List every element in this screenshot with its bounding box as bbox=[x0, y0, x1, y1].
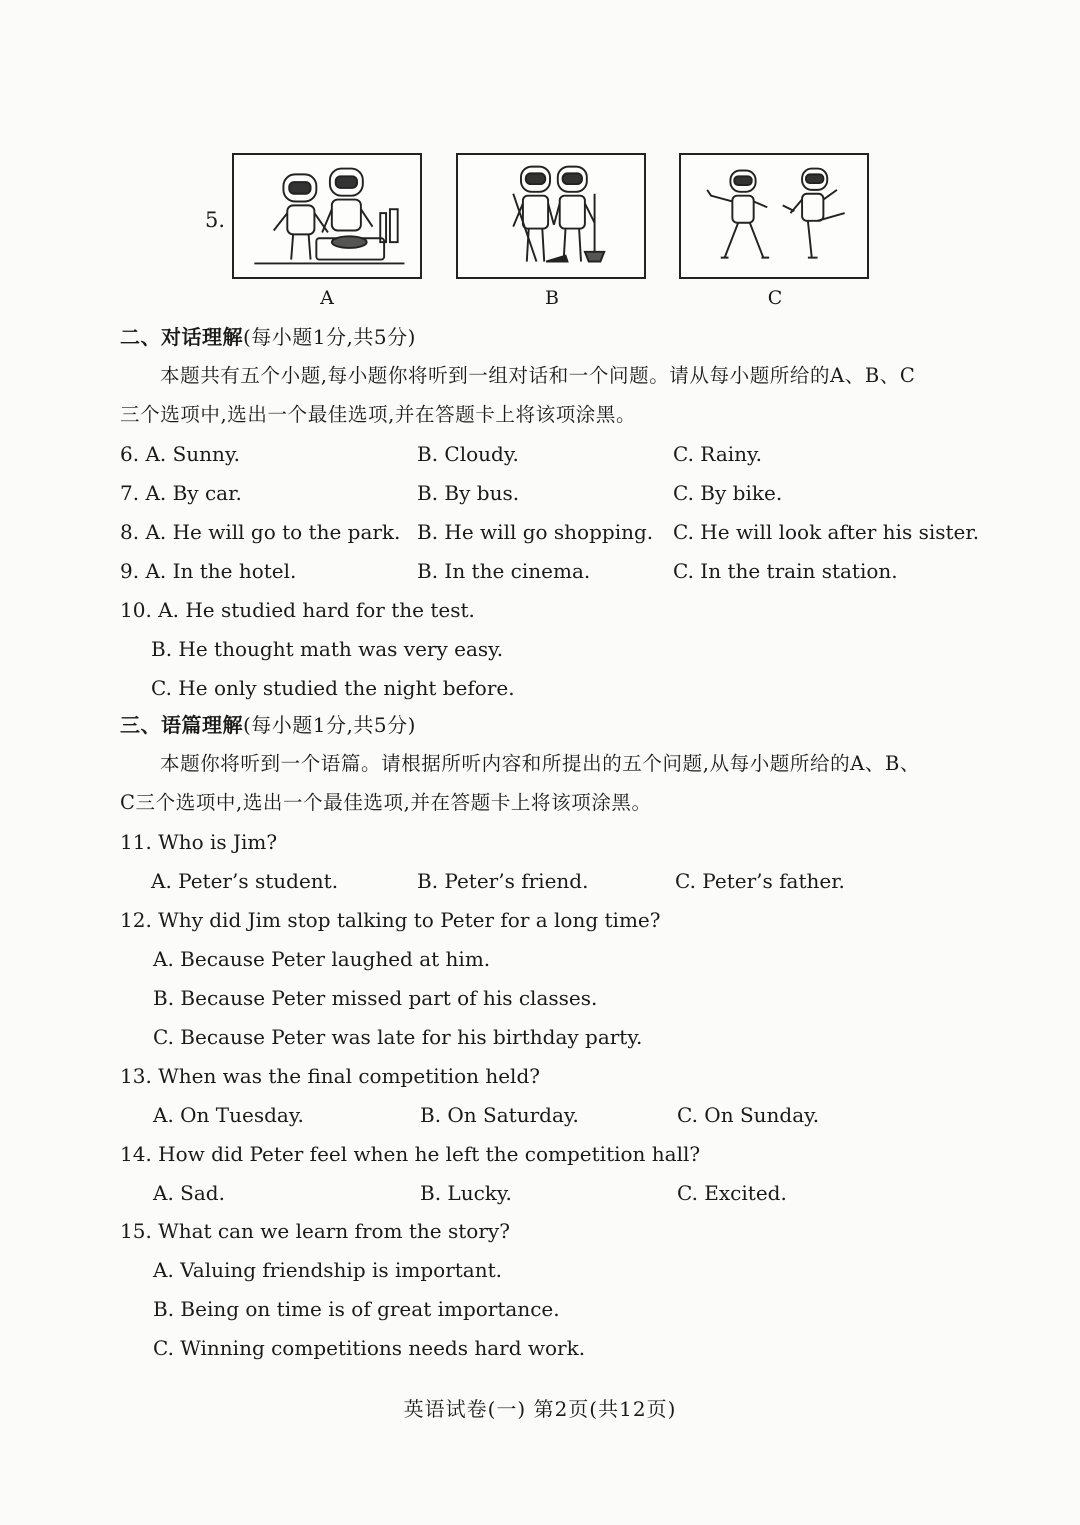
q13-stem: 13. When was the final competition held? bbox=[120, 1064, 540, 1088]
q15-option-a[interactable]: A. Valuing friendship is important. bbox=[153, 1258, 503, 1282]
q6-option-b[interactable]: B. Cloudy. bbox=[417, 442, 519, 466]
picture-label-b: B bbox=[545, 287, 559, 309]
q11-option-b[interactable]: B. Peter’s friend. bbox=[417, 869, 589, 893]
q14-option-b[interactable]: B. Lucky. bbox=[420, 1181, 512, 1205]
q14-stem: 14. How did Peter feel when he left the competition hall? bbox=[120, 1142, 701, 1166]
q7-option-a[interactable]: 7. A. By car. bbox=[120, 481, 242, 505]
q9-option-b[interactable]: B. In the cinema. bbox=[417, 559, 591, 583]
q13-option-a[interactable]: A. On Tuesday. bbox=[153, 1103, 304, 1127]
q6-option-a[interactable]: 6. A. Sunny. bbox=[120, 442, 240, 466]
q14-option-c[interactable]: C. Excited. bbox=[677, 1181, 787, 1205]
robots-cooking-icon bbox=[234, 155, 420, 277]
q11-option-a[interactable]: A. Peter’s student. bbox=[151, 869, 339, 893]
q11-stem: 11. Who is Jim? bbox=[120, 830, 278, 854]
robots-cleaning-icon bbox=[458, 155, 644, 277]
q14-option-a[interactable]: A. Sad. bbox=[153, 1181, 225, 1205]
q12-option-a[interactable]: A. Because Peter laughed at him. bbox=[153, 947, 491, 971]
picture-option-c[interactable] bbox=[679, 153, 869, 279]
q12-stem: 12. Why did Jim stop talking to Peter for a long time? bbox=[120, 908, 661, 932]
q10-option-a[interactable]: 10. A. He studied hard for the test. bbox=[120, 598, 475, 622]
picture-option-a[interactable] bbox=[232, 153, 422, 279]
page-footer: 英语试卷(一) 第2页(共12页) bbox=[403, 1397, 677, 1421]
section2-instruction-line1: 本题共有五个小题,每小题你将听到一组对话和一个问题。请从每小题所给的A、B、C bbox=[160, 364, 916, 387]
q15-stem: 15. What can we learn from the story? bbox=[120, 1219, 510, 1243]
q12-option-b[interactable]: B. Because Peter missed part of his classes. bbox=[153, 986, 598, 1010]
section2-score: (每小题1分,共5分) bbox=[243, 325, 416, 349]
section3-score: (每小题1分,共5分) bbox=[243, 713, 416, 737]
q8-option-c[interactable]: C. He will look after his sister. bbox=[673, 520, 980, 544]
section3-instruction-line1: 本题你将听到一个语篇。请根据所听内容和所提出的五个问题,从每小题所给的A、B、 bbox=[160, 752, 921, 775]
section2-title bbox=[120, 324, 416, 350]
section3-title bbox=[120, 712, 416, 738]
q15-option-b[interactable]: B. Being on time is of great importance. bbox=[153, 1297, 560, 1321]
robots-kungfu-icon bbox=[681, 155, 867, 277]
q9-option-a[interactable]: 9. A. In the hotel. bbox=[120, 559, 297, 583]
q13-option-c[interactable]: C. On Sunday. bbox=[677, 1103, 820, 1127]
section2-instruction-line2: 三个选项中,选出一个最佳选项,并在答题卡上将该项涂黑。 bbox=[120, 403, 637, 426]
picture-option-b[interactable] bbox=[456, 153, 646, 279]
section3-heading: 三、语篇理解 bbox=[120, 713, 243, 737]
picture-label-c: C bbox=[767, 287, 783, 309]
q8-option-a[interactable]: 8. A. He will go to the park. bbox=[120, 520, 401, 544]
q7-option-c[interactable]: C. By bike. bbox=[673, 481, 783, 505]
q10-option-b[interactable]: B. He thought math was very easy. bbox=[151, 637, 504, 661]
picture-label-a: A bbox=[320, 287, 334, 309]
q13-option-b[interactable]: B. On Saturday. bbox=[420, 1103, 579, 1127]
q12-option-c[interactable]: C. Because Peter was late for his birthday party. bbox=[153, 1025, 643, 1049]
q10-option-c[interactable]: C. He only studied the night before. bbox=[151, 676, 515, 700]
q6-option-c[interactable]: C. Rainy. bbox=[673, 442, 763, 466]
q7-option-b[interactable]: B. By bus. bbox=[417, 481, 520, 505]
question-5-number: 5. bbox=[205, 208, 226, 232]
q11-option-c[interactable]: C. Peter’s father. bbox=[675, 869, 845, 893]
q9-option-c[interactable]: C. In the train station. bbox=[673, 559, 898, 583]
q8-option-b[interactable]: B. He will go shopping. bbox=[417, 520, 654, 544]
section2-heading: 二、对话理解 bbox=[120, 325, 243, 349]
section3-instruction-line2: C三个选项中,选出一个最佳选项,并在答题卡上将该项涂黑。 bbox=[120, 791, 652, 814]
q15-option-c[interactable]: C. Winning competitions needs hard work. bbox=[153, 1336, 586, 1360]
